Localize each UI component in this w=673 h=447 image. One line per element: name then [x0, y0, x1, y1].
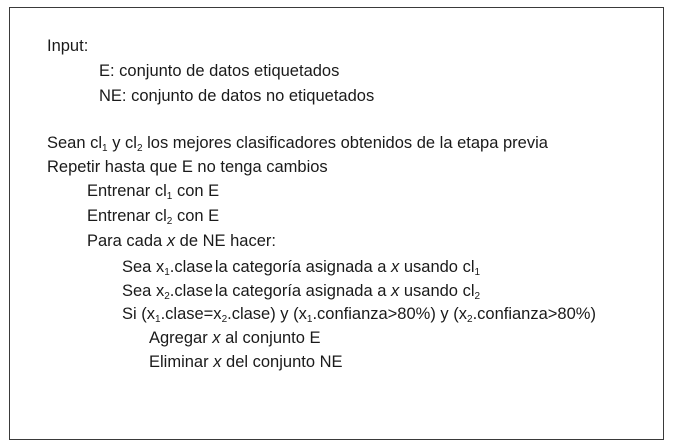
sea-2-text-d: usando cl	[399, 282, 475, 300]
input-ne-text: NE: conjunto de datos no etiquetados	[99, 87, 375, 105]
agregar-var-x: x	[212, 329, 221, 347]
entrenar-2-text-a: Entrenar cl	[87, 207, 167, 225]
sea-1-line	[122, 257, 480, 277]
sean-text-b: y cl	[107, 134, 137, 152]
sea-2-sub-2: 2	[474, 291, 481, 302]
input-label-text: Input:	[47, 37, 89, 55]
repetir-line	[47, 157, 328, 177]
sean-sub-2: 2	[136, 143, 143, 154]
entrenar-2-text-b: con E	[172, 207, 220, 225]
sean-line	[47, 133, 548, 153]
sea-1-text-d: usando cl	[399, 258, 475, 276]
eliminar-text-b: del conjunto NE	[221, 353, 343, 371]
entrenar-1-text-a: Entrenar cl	[87, 182, 167, 200]
sea-1-sub-1: 1	[164, 267, 170, 278]
para-line	[87, 231, 276, 251]
input-e-text: E: conjunto de datos etiquetados	[99, 62, 340, 80]
si-sub-4: 2	[467, 314, 473, 325]
si-text-e: .confianza>80%)	[472, 305, 596, 323]
sea-1-text-a: Sea x	[122, 258, 165, 276]
sea-1-text-c: la categoría asignada a	[214, 258, 392, 276]
para-text-b: de NE hacer:	[175, 232, 276, 250]
sea-1-var-x: x	[391, 258, 400, 276]
si-text-b: .clase=x	[160, 305, 222, 323]
eliminar-var-x: x	[213, 353, 222, 371]
sea-2-text-a: Sea x	[122, 282, 165, 300]
eliminar-text-a: Eliminar	[149, 353, 214, 371]
sean-sub-1: 1	[102, 143, 108, 154]
si-text-d: .confianza>80%) y (x	[312, 305, 467, 323]
para-text-a: Para cada	[87, 232, 167, 250]
sea-2-sub-1: 2	[164, 291, 170, 302]
sean-text-a: Sean cl	[47, 134, 103, 152]
sean-text-c: los mejores clasificadores obtenidos de la etapa previa	[142, 134, 548, 152]
sea-1-sub-2: 1	[474, 267, 481, 278]
entrenar-2-sub: 2	[166, 216, 173, 227]
si-sub-1: 1	[155, 314, 161, 325]
eliminar-line	[149, 352, 343, 372]
sea-2-text-b: .clase	[169, 282, 213, 300]
sea-2-line	[122, 281, 480, 301]
input-label	[47, 36, 88, 56]
si-line	[122, 304, 596, 324]
sea-2-var-x: x	[391, 282, 400, 300]
para-var-x: x	[166, 232, 176, 250]
agregar-text-a: Agregar	[149, 329, 213, 347]
entrenar-2-line	[87, 206, 219, 226]
si-text-c: .clase) y (x	[227, 305, 307, 323]
si-sub-3: 1	[306, 314, 313, 325]
entrenar-1-text-b: con E	[172, 182, 220, 200]
sea-1-text-b: .clase	[169, 258, 213, 276]
agregar-line	[149, 328, 321, 348]
entrenar-1-line	[87, 181, 219, 201]
sea-2-text-c: la categoría asignada a	[214, 282, 392, 300]
si-text-a: Si (x	[122, 305, 155, 323]
si-sub-2: 2	[221, 314, 228, 325]
agregar-text-b: al conjunto E	[220, 329, 321, 347]
entrenar-1-sub: 1	[166, 191, 173, 202]
input-ne-line	[99, 86, 374, 106]
repetir-text: Repetir hasta que E no tenga cambios	[47, 158, 328, 176]
input-e-line	[99, 61, 339, 81]
